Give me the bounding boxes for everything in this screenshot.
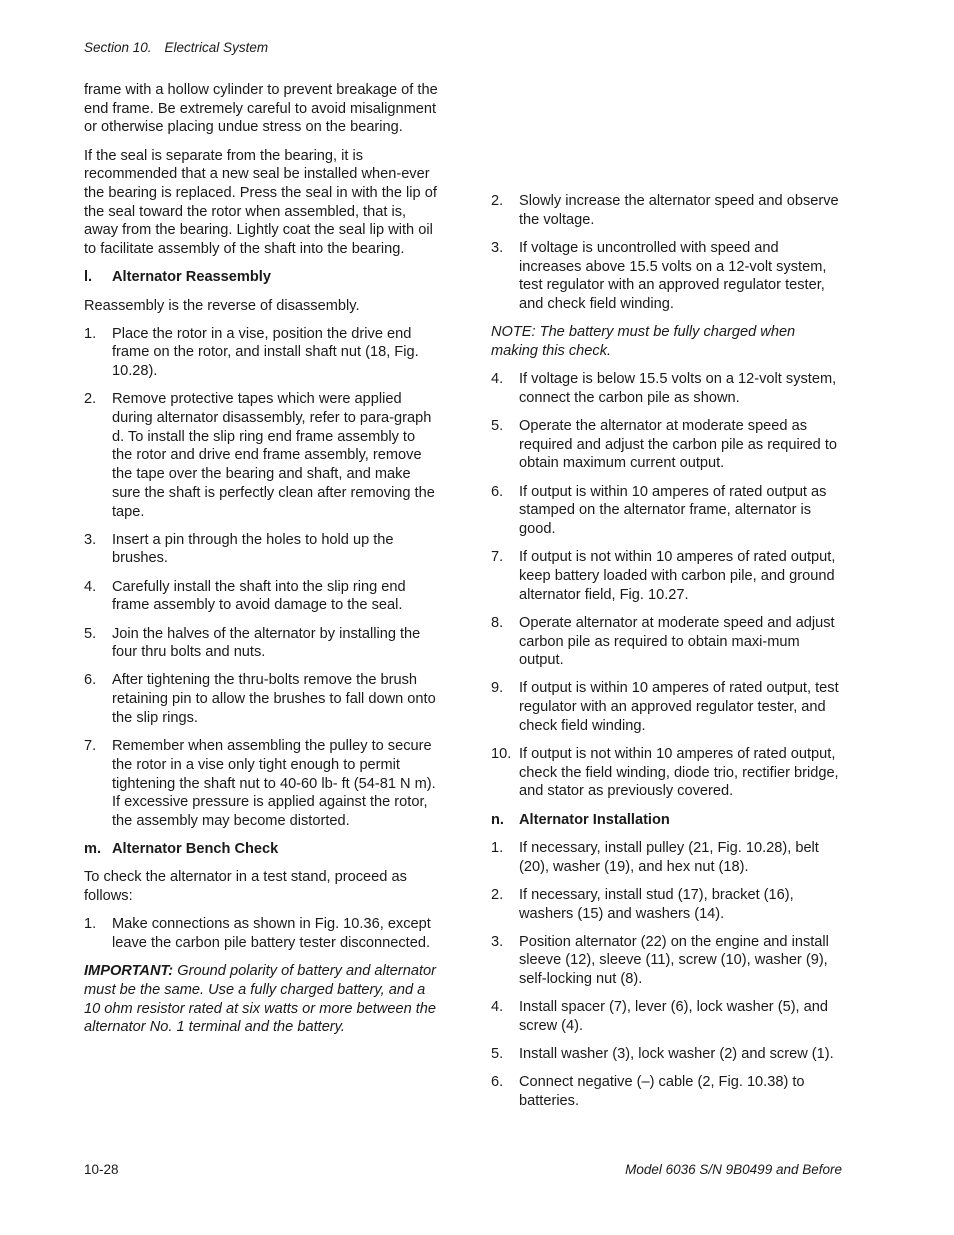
item-text: Slowly increase the alternator speed and observe the voltage. [519, 193, 839, 228]
item-text: If necessary, install stud (17), bracket (16), washers (15) and washers (14). [519, 886, 794, 922]
page-number: 10-28 [84, 1162, 119, 1177]
item-number: 6. [491, 1074, 504, 1091]
important-label: IMPORTANT: [84, 963, 174, 980]
list-item [491, 548, 843, 604]
list-item [84, 671, 439, 727]
item-number: 5. [491, 418, 504, 435]
item-number: 1. [84, 325, 97, 342]
item-text: Operate the alternator at moderate speed as required and adjust the carbon pile as required to obtain maximum current output. [519, 418, 838, 472]
header-section: Section 10. [84, 40, 152, 55]
list-item [491, 839, 843, 876]
list-item [84, 915, 439, 952]
item-text: Install spacer (7), lever (6), lock washer (5), and screw (4). [519, 999, 829, 1035]
item-number: 3. [84, 531, 97, 548]
item-text: Remember when assembling the pulley to secure the rotor in a vise only tight enough to permit tightening the shaft nut to 40-60 lb- ft (54-81 N m). If excessive pressure is applied against the rotor, the assembly may become distorted. [112, 738, 436, 829]
item-number: 2. [491, 193, 504, 209]
item-text: Remove protective tapes which were applied during alternator disassembly, refer to para-graph d. To install the slip ring end frame assembly to the rotor and drive end frame assembly, remove the tape over the bearing and shaft, and make sure the shaft is perfectly clean after removing the tape. [112, 391, 435, 520]
list-item [491, 933, 843, 989]
section-l-heading [84, 268, 439, 287]
section-m-letter: m. [84, 841, 102, 858]
section-n-heading [491, 811, 843, 830]
list-item [491, 370, 843, 407]
item-text: Make connections as shown in Fig. 10.36, except leave the carbon pile battery tester disconnected. [112, 916, 431, 951]
item-number: 9. [491, 680, 504, 697]
list-item [491, 745, 843, 801]
item-text: Join the halves of the alternator by installing the four thru bolts and nuts. [112, 625, 421, 661]
item-number: 6. [84, 672, 97, 689]
item-number: 8. [491, 614, 504, 631]
important-text: Ground polarity of battery and alternator must be the same. Use a fully charged battery, and a 10 ohm resistor rated at six watts or more between the alternator No. 1 terminal and the battery. [84, 963, 437, 1036]
item-number: 10. [491, 746, 512, 763]
item-number: 2. [491, 886, 504, 903]
list-item [491, 614, 843, 670]
important-note [84, 962, 439, 1037]
list-item [84, 737, 439, 831]
item-text: If necessary, install pulley (21, Fig. 10.28), belt (20), washer (19), and hex nut (18). [519, 839, 819, 875]
item-text: After tightening the thru-bolts remove the brush retaining pin to allow the brushes to fall down onto the slip rings. [112, 672, 436, 726]
item-text: Connect negative (–) cable (2, Fig. 10.38) to batteries. [519, 1074, 805, 1110]
section-n-letter: n. [491, 811, 504, 828]
battery-note: NOTE: The battery must be fully charged when making this check. [491, 324, 796, 359]
left-column [84, 81, 439, 1046]
section-l-intro: Reassembly is the reverse of disassembly. [84, 297, 360, 314]
item-text: Operate alternator at moderate speed and adjust carbon pile as required to obtain maxi-mum output. [519, 614, 835, 669]
item-text: Carefully install the shaft into the slip ring end frame assembly to avoid damage to the seal. [112, 578, 406, 614]
item-number: 4. [491, 999, 504, 1016]
item-number: 3. [491, 933, 504, 950]
section-m-heading [84, 840, 439, 859]
list-item [491, 239, 843, 314]
list-item [491, 679, 843, 735]
item-text: If output is within 10 amperes of rated output, test regulator with an approved regulator tester, and check field winding. [519, 680, 839, 734]
list-item [491, 417, 843, 473]
item-text: Insert a pin through the holes to hold up the brushes. [112, 531, 394, 567]
item-number: 1. [84, 916, 97, 933]
item-number: 1. [491, 839, 504, 856]
list-item [491, 998, 843, 1035]
item-number: 5. [84, 625, 97, 642]
list-item [491, 886, 843, 923]
item-number: 3. [491, 239, 504, 256]
section-m-intro: To check the alternator in a test stand, proceed as follows: [84, 869, 407, 905]
model-footer: Model 6036 S/N 9B0499 and Before [625, 1162, 842, 1177]
list-item [84, 578, 439, 615]
item-number: 7. [84, 738, 97, 755]
section-n-title: Alternator Installation [519, 811, 670, 828]
item-text: If voltage is below 15.5 volts on a 12-volt system, connect the carbon pile as shown. [519, 371, 837, 406]
list-item [84, 625, 439, 662]
intro-paragraph-2: If the seal is separate from the bearing, it is recommended that a new seal be installed when-ever the bearing is replaced. Press the seal in with the lip of the seal toward the rotor when assembled, that is, away from the bearing. Lightly coat the seal lip with oil to facilitate assembly of the shaft into the bearing. [84, 147, 437, 258]
list-item [491, 1045, 843, 1064]
list-item [491, 192, 843, 229]
item-text: Install washer (3), lock washer (2) and screw (1). [519, 1046, 834, 1063]
list-item [84, 390, 439, 521]
list-item [84, 531, 439, 568]
section-l-letter: l. [84, 269, 93, 286]
item-number: 5. [491, 1046, 504, 1063]
list-item [491, 1073, 843, 1110]
page-header [84, 39, 268, 58]
item-text: If output is within 10 amperes of rated output as stamped on the alternator frame, alternator is good. [519, 483, 827, 538]
header-title: Electrical System [164, 40, 269, 55]
item-text: Position alternator (22) on the engine and install sleeve (12), sleeve (11), screw (10), washer (9), self-locking nut (8). [519, 933, 829, 988]
list-item [84, 325, 439, 381]
item-number: 2. [84, 391, 97, 408]
item-text: If output is not within 10 amperes of rated output, keep battery loaded with carbon pile, and ground alternator field, Fig. 10.27. [519, 549, 836, 603]
item-number: 7. [491, 549, 504, 566]
list-item [491, 483, 843, 539]
item-text: If output is not within 10 amperes of rated output, check the field winding, diode trio, rectifier bridge, and stator as previously covered. [519, 746, 839, 800]
item-number: 4. [491, 371, 504, 388]
section-l-title: Alternator Reassembly [112, 269, 271, 286]
item-number: 4. [84, 578, 97, 595]
right-column [491, 192, 843, 1120]
item-text: If voltage is uncontrolled with speed and increases above 15.5 volts on a 12-volt system, test regulator with an approved regulator tester, and check field winding. [519, 239, 827, 313]
item-number: 6. [491, 483, 504, 500]
section-m-title: Alternator Bench Check [112, 841, 279, 858]
intro-paragraph-1: frame with a hollow cylinder to prevent breakage of the end frame. Be extremely careful to avoid misalignment or otherwise placing undue stress on the bearing. [84, 82, 438, 136]
item-text: Place the rotor in a vise, position the drive end frame on the rotor, and install shaft nut (18, Fig. 10.28). [112, 325, 419, 380]
